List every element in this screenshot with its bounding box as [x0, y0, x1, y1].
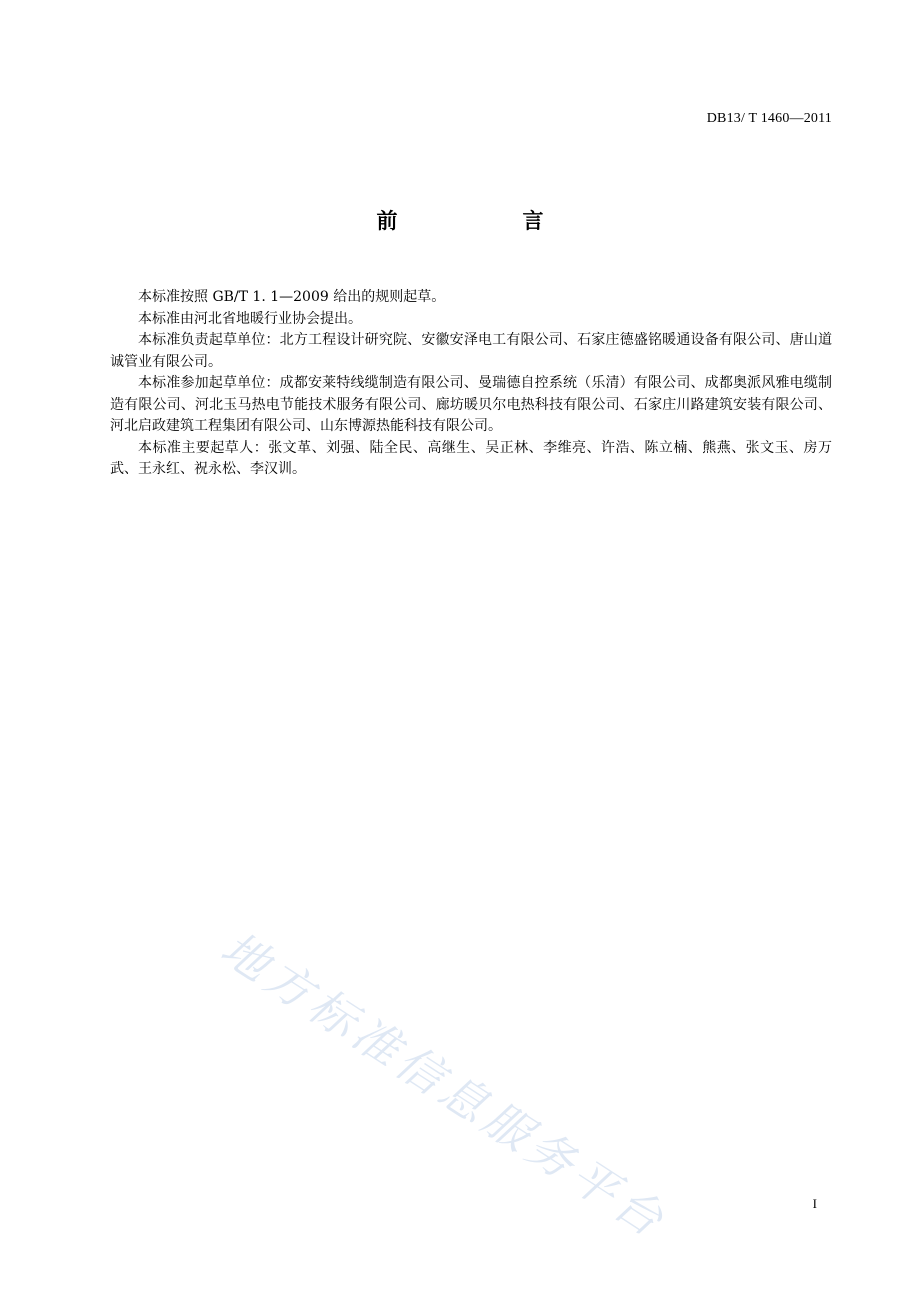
- foreword-body: [110, 287, 832, 481]
- standard-code: DB13/ T 1460—2011: [706, 111, 832, 126]
- paragraph-drafting-rules: 本标准按照 GB/T 1. 1—2009 给出的规则起草。: [138, 289, 446, 305]
- page-number: I: [812, 1196, 817, 1211]
- paragraph-proposer: 本标准由河北省地暖行业协会提出。: [138, 310, 362, 327]
- paragraph-participating-drafters: 本标准参加起草单位：成都安莱特线缆制造有限公司、曼瑞德自控系统（乐清）有限公司、成都奥派风雅电缆制造有限公司、河北玉马热电节能技术服务有限公司、廊坊暖贝尔电热科技有限公司、石家庄川路建筑安装有限公司、河北启政建筑工程集团有限公司、山东博源热能科技有限公司。: [110, 375, 832, 434]
- paragraph-responsible-drafters: 本标准负责起草单位：北方工程设计研究院、安徽安泽电工有限公司、石家庄德盛铭暖通设备有限公司、唐山道诚管业有限公司。: [110, 332, 832, 370]
- paragraph-main-drafters: 本标准主要起草人：张文革、刘强、陆全民、高继生、吴正林、李维亮、许浩、陈立楠、熊燕、张文玉、房万武、王永红、祝永松、李汉训。: [110, 439, 832, 477]
- watermark: 地方标准信息服务平台: [211, 920, 678, 1250]
- page-title: 前 言: [376, 209, 596, 233]
